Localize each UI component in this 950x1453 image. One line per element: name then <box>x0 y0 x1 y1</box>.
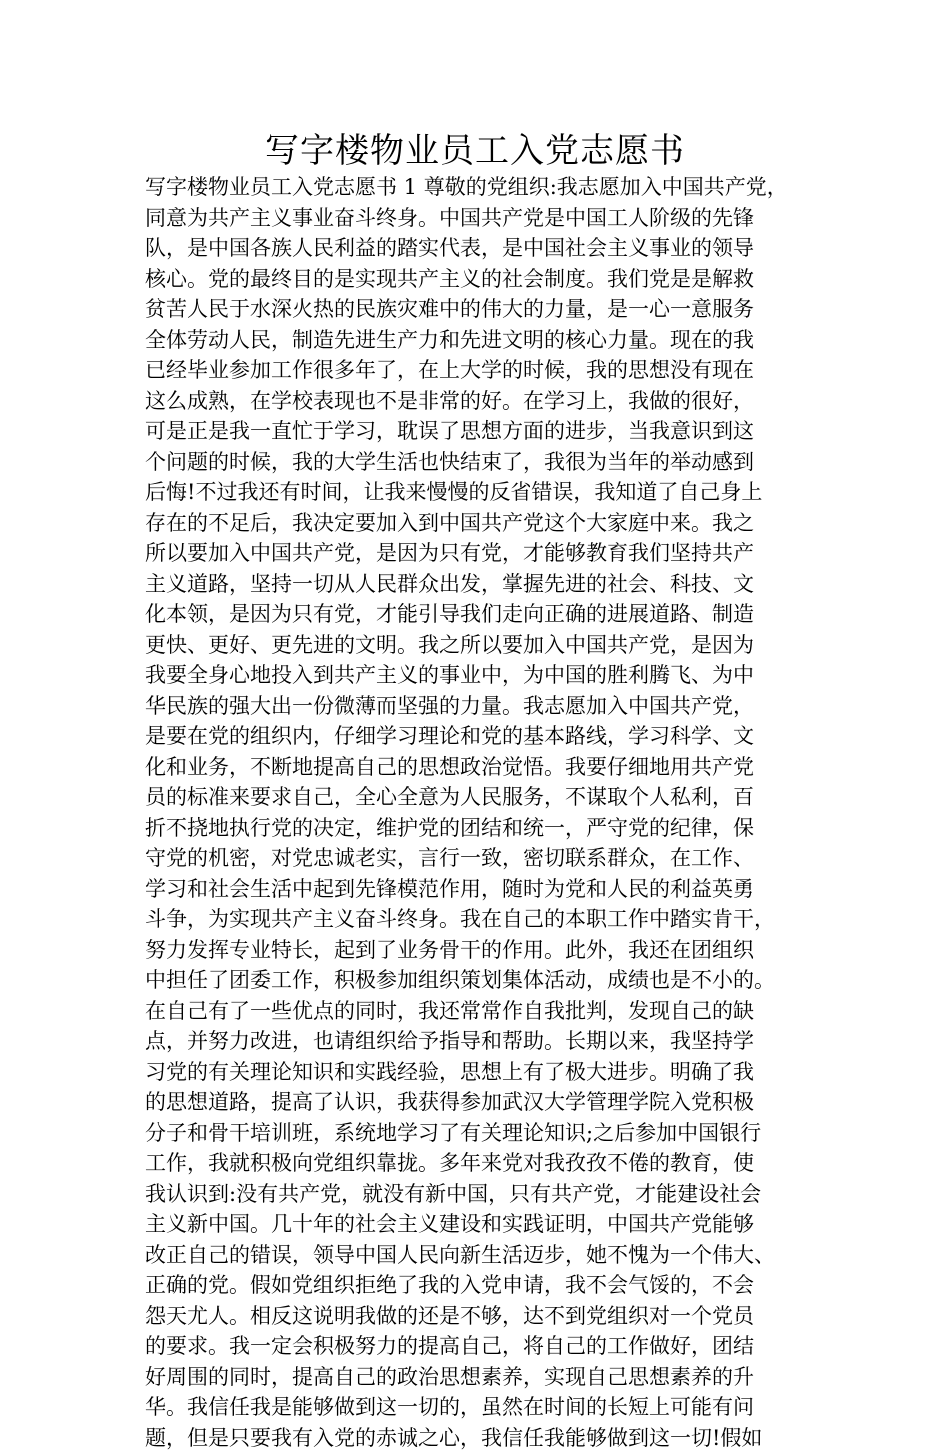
body-line: 在自己有了一些优点的同时，我还常常作自我批判，发现自己的缺 <box>145 996 825 1027</box>
body-line: 化和业务，不断地提高自己的思想政治觉悟。我要仔细地用共产党 <box>145 752 825 783</box>
body-line: 员的标准来要求自己，全心全意为人民服务，不谋取个人私利，百 <box>145 782 825 813</box>
body-line: 改正自己的错误，领导中国人民向新生活迈步，她不愧为一个伟大、 <box>145 1240 825 1271</box>
body-line: 存在的不足后，我决定要加入到中国共产党这个大家庭中来。我之 <box>145 508 825 539</box>
document-body <box>145 172 825 1453</box>
body-line: 怨天尤人。相反这说明我做的还是不够，达不到党组织对一个党员 <box>145 1301 825 1332</box>
body-line: 后悔!不过我还有时间，让我来慢慢的反省错误，我知道了自己身上 <box>145 477 825 508</box>
body-line: 我认识到:没有共产党，就没有新中国，只有共产党，才能建设社会 <box>145 1179 825 1210</box>
body-line: 主义新中国。几十年的社会主义建设和实践证明，中国共产党能够 <box>145 1209 825 1240</box>
body-line: 分子和骨干培训班，系统地学习了有关理论知识;之后参加中国银行 <box>145 1118 825 1149</box>
body-line: 我要全身心地投入到共产主义的事业中，为中国的胜利腾飞、为中 <box>145 660 825 691</box>
body-line: 更快、更好、更先进的文明。我之所以要加入中国共产党，是因为 <box>145 630 825 661</box>
document-title: 写字楼物业员工入党志愿书 <box>0 128 950 174</box>
body-line: 工作，我就积极向党组织靠拢。多年来党对我孜孜不倦的教育，使 <box>145 1148 825 1179</box>
body-line: 学习和社会生活中起到先锋模范作用，随时为党和人民的利益英勇 <box>145 874 825 905</box>
body-line: 斗争，为实现共产主义奋斗终身。我在自己的本职工作中踏实肯干， <box>145 904 825 935</box>
body-line: 队，是中国各族人民利益的踏实代表，是中国社会主义事业的领导 <box>145 233 825 264</box>
body-line: 贫苦人民于水深火热的民族灾难中的伟大的力量，是一心一意服务 <box>145 294 825 325</box>
body-line: 全体劳动人民，制造先进生产力和先进文明的核心力量。现在的我 <box>145 325 825 356</box>
body-line: 点，并努力改进，也请组织给予指导和帮助。长期以来，我坚持学 <box>145 1026 825 1057</box>
body-line: 华民族的强大出一份微薄而坚强的力量。我志愿加入中国共产党， <box>145 691 825 722</box>
body-line: 华。我信任我是能够做到这一切的，虽然在时间的长短上可能有问 <box>145 1392 825 1423</box>
body-line: 化本领，是因为只有党，才能引导我们走向正确的进展道路、制造 <box>145 599 825 630</box>
body-line: 习党的有关理论知识和实践经验，思想上有了极大进步。明确了我 <box>145 1057 825 1088</box>
body-line: 的思想道路，提高了认识，我获得参加武汉大学管理学院入党积极 <box>145 1087 825 1118</box>
body-line: 同意为共产主义事业奋斗终身。中国共产党是中国工人阶级的先锋 <box>145 203 825 234</box>
body-line: 守党的机密，对党忠诚老实，言行一致，密切联系群众，在工作、 <box>145 843 825 874</box>
body-line: 个问题的时候，我的大学生活也快结束了，我很为当年的举动感到 <box>145 447 825 478</box>
body-line: 已经毕业参加工作很多年了，在上大学的时候，我的思想没有现在 <box>145 355 825 386</box>
body-line: 努力发挥专业特长，起到了业务骨干的作用。此外，我还在团组织 <box>145 935 825 966</box>
body-line: 折不挠地执行党的决定，维护党的团结和统一，严守党的纪律，保 <box>145 813 825 844</box>
body-line: 正确的党。假如党组织拒绝了我的入党申请，我不会气馁的，不会 <box>145 1270 825 1301</box>
body-line: 可是正是我一直忙于学习，耽误了思想方面的进步，当我意识到这 <box>145 416 825 447</box>
body-line: 是要在党的组织内，仔细学习理论和党的基本路线，学习科学、文 <box>145 721 825 752</box>
body-line: 题，但是只要我有入党的赤诚之心，我信任我能够做到这一切!假如 <box>145 1423 825 1453</box>
body-line: 中担任了团委工作，积极参加组织策划集体活动，成绩也是不小的。 <box>145 965 825 996</box>
body-line: 这么成熟，在学校表现也不是非常的好。在学习上，我做的很好， <box>145 386 825 417</box>
body-line: 核心。党的最终目的是实现共产主义的社会制度。我们党是是解救 <box>145 264 825 295</box>
body-line: 写字楼物业员工入党志愿书 1 尊敬的党组织:我志愿加入中国共产党， <box>145 172 825 203</box>
body-line: 主义道路，坚持一切从人民群众出发，掌握先进的社会、科技、文 <box>145 569 825 600</box>
body-line: 的要求。我一定会积极努力的提高自己，将自己的工作做好，团结 <box>145 1331 825 1362</box>
body-line: 所以要加入中国共产党，是因为只有党，才能够教育我们坚持共产 <box>145 538 825 569</box>
body-line: 好周围的同时，提高自己的政治思想素养，实现自己思想素养的升 <box>145 1362 825 1393</box>
